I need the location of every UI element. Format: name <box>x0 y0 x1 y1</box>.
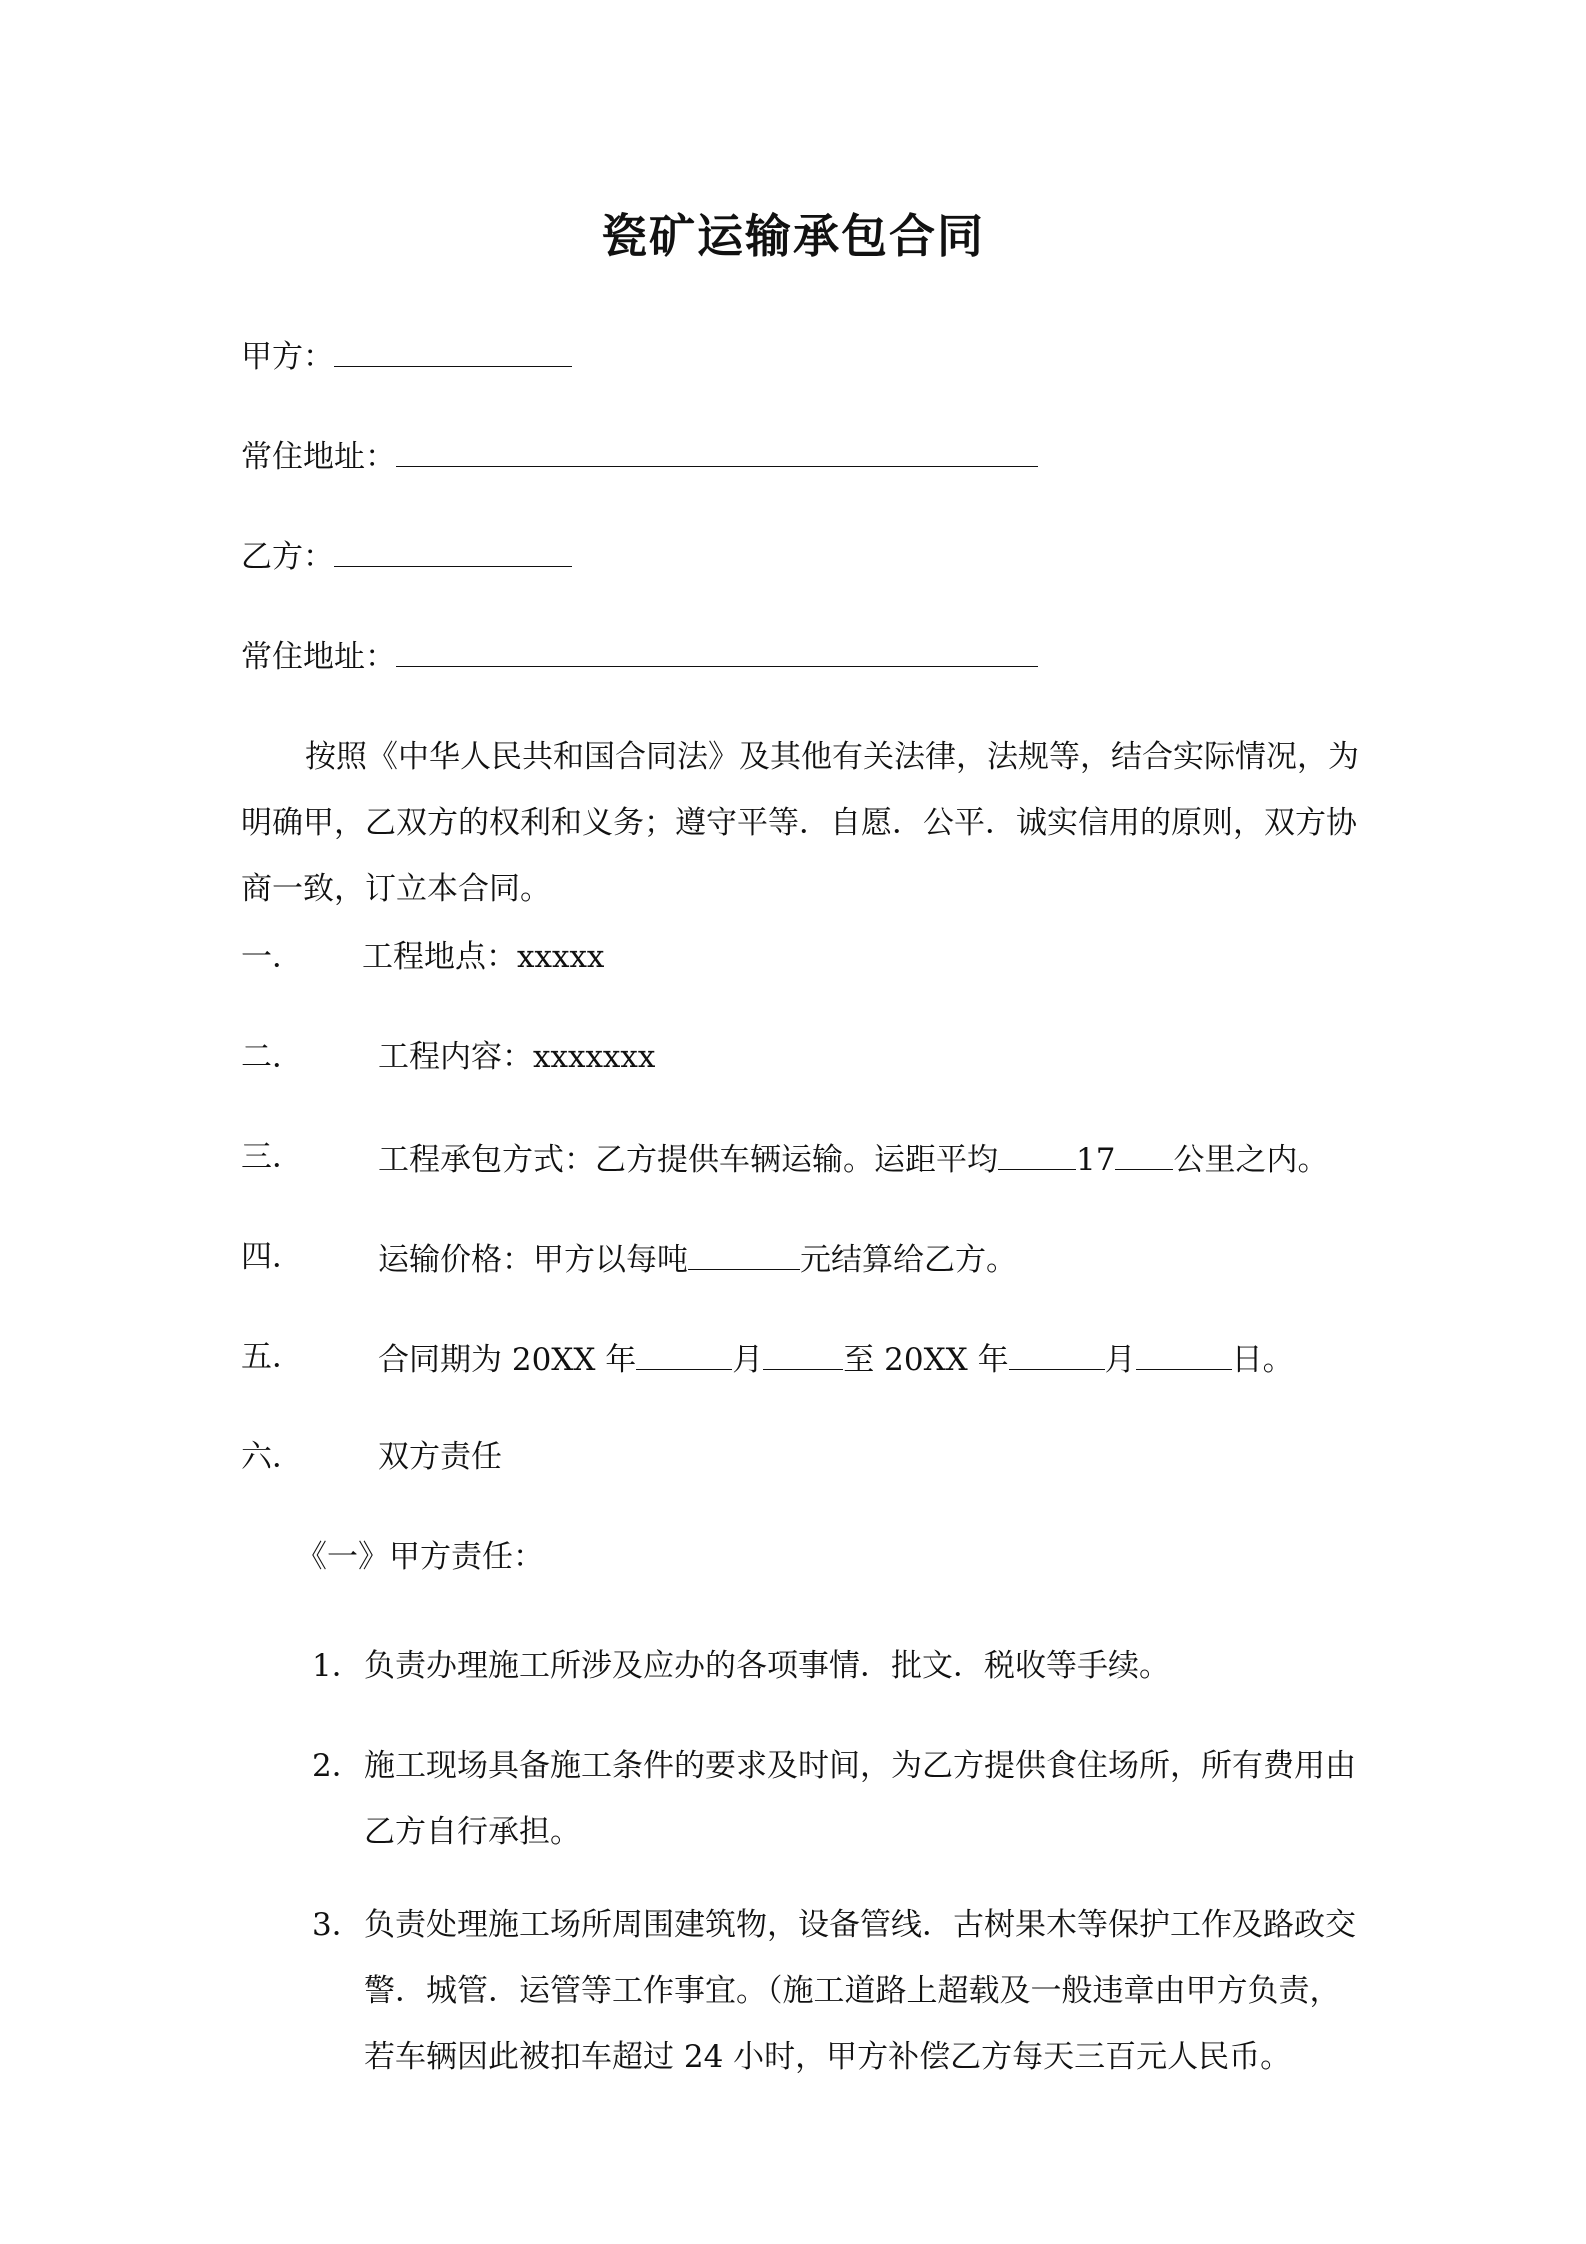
section-5-month-2: 月 <box>1104 1342 1136 1378</box>
party-b-line <box>241 532 572 579</box>
section-4-number: 四． <box>241 1239 303 1275</box>
party-a-label: 甲方： <box>241 339 334 375</box>
section-5-month-1: 月 <box>732 1342 764 1378</box>
intro-paragraph: 按照《中华人民共和国合同法》及其他有关法律，法规等，结合实际情况，为明确甲，乙双方的权利和义务；遵守平等．自愿．公平．诚实信用的原则，双方协商一致，订立本合同。 <box>241 739 1359 907</box>
duty-3-text: 负责处理施工场所周围建筑物，设备管线．古树果木等保护工作及路政交警．城管．运管等工作事宜。（施工道路上超载及一般违章由甲方负责，若车辆因此被扣车超过 24 小时，甲方补偿乙方每天三百元人民币。 <box>364 1907 1356 2075</box>
address-b-line <box>241 632 1038 679</box>
price-blank <box>688 1235 800 1270</box>
address-b-label: 常住地址： <box>241 639 396 675</box>
section-2-number: 二． <box>241 1039 303 1075</box>
address-a-line <box>241 432 1038 479</box>
party-a-blank <box>334 332 572 367</box>
section-5-number: 五． <box>241 1339 303 1375</box>
duty-2-number: 2． <box>312 1748 363 1784</box>
section-6-number: 六． <box>241 1439 303 1475</box>
party-b-blank <box>334 532 572 567</box>
section-3-distance-value: 17 <box>1076 1142 1116 1178</box>
section-5-day: 日。 <box>1231 1342 1294 1378</box>
party-a-duties-heading: 《一》甲方责任： <box>296 1539 544 1575</box>
section-4-text-b: 元结算给乙方。 <box>800 1242 1017 1278</box>
section-3-number: 三． <box>241 1139 303 1175</box>
duty-2-text: 施工现场具备施工条件的要求及时间，为乙方提供食住场所，所有费用由乙方自行承担。 <box>364 1748 1356 1850</box>
section-1-text: 工程地点：xxxxx <box>362 939 605 975</box>
party-b-label: 乙方： <box>241 539 334 575</box>
section-2-text: 工程内容：xxxxxxx <box>378 1039 656 1075</box>
party-a-line <box>241 332 572 379</box>
address-b-blank <box>396 632 1038 667</box>
duty-1-text: 负责办理施工所涉及应办的各项事情．批文．税收等手续。 <box>364 1648 1170 1684</box>
section-5-text-a: 合同期为 20XX 年 <box>378 1342 637 1378</box>
section-4-line <box>378 1235 1017 1282</box>
duty-1-number: 1． <box>312 1648 363 1684</box>
section-5-to: 至 20XX 年 <box>843 1342 1009 1378</box>
section-3-text-a: 工程承包方式：乙方提供车辆运输。运距平均 <box>378 1142 998 1178</box>
section-3-line <box>378 1135 1328 1182</box>
section-1-number: 一． <box>241 939 303 975</box>
section-5-line <box>378 1335 1294 1382</box>
section-6-text: 双方责任 <box>378 1439 502 1475</box>
duty-3-number: 3． <box>312 1907 363 1943</box>
document-title: 瓷矿运输承包合同 <box>601 209 985 263</box>
section-3-text-b: 公里之内。 <box>1173 1142 1329 1178</box>
section-4-text-a: 运输价格：甲方以每吨 <box>378 1242 688 1278</box>
address-a-blank <box>396 432 1038 467</box>
address-a-label: 常住地址： <box>241 439 396 475</box>
